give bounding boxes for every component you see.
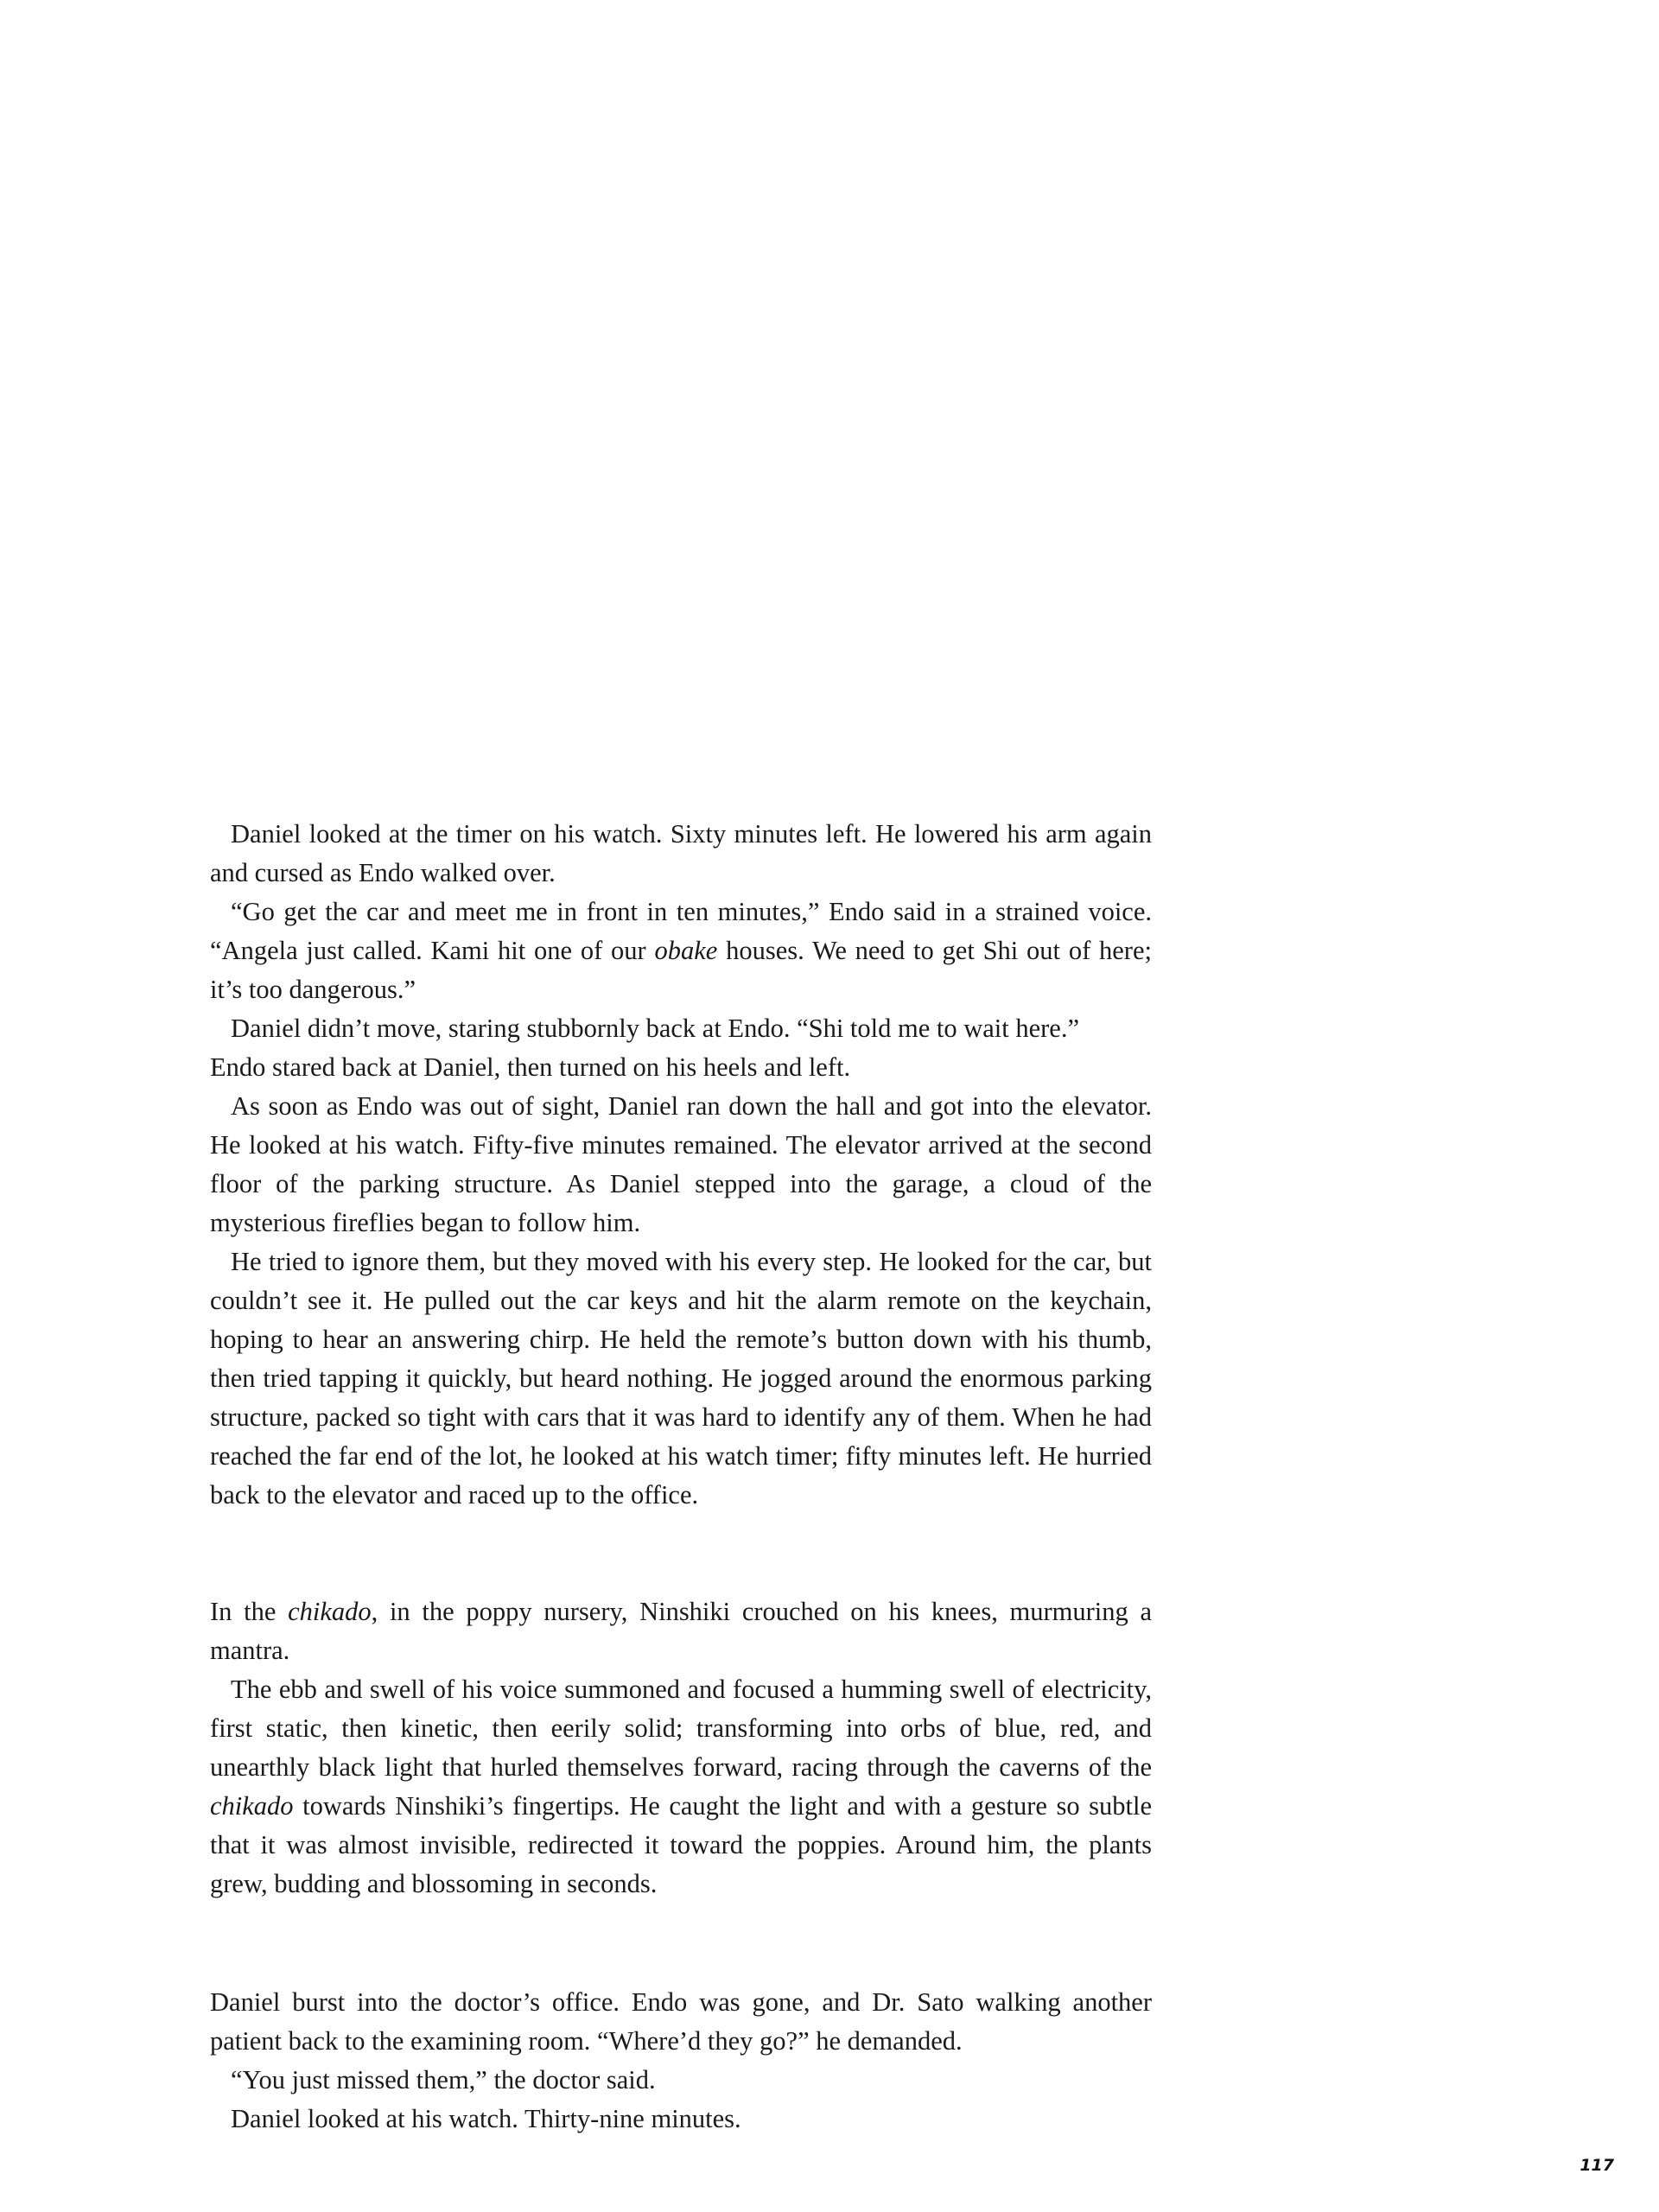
italic-term: obake [654,936,718,965]
paragraph-text: The ebb and swell of his voice summoned and focused a humming swell of electricity, first static, then kinetic, then eerily solid; transforming into orbs of blue, red, and unearthly black light that hurled themselves forward, racing through the caverns of the [210,1675,1152,1782]
section-three [210,1983,1152,2139]
section-one [210,815,1152,1515]
paragraph-text: towards Ninshiki’s fingertips. He caught the light and with a gesture so subtle that it was almost invisible, redirected it toward the poppies. Around him, the plants grew, budding and blossoming in seconds. [210,1791,1152,1898]
paragraph: Endo stared back at Daniel, then turned on his heels and left. [210,1052,851,1082]
paragraph: Daniel burst into the doctor’s office. Endo was gone, and Dr. Sato walking another patient back to the examining room. “Where’d they go?” he demanded. [210,1987,1152,2056]
paragraph: “You just missed them,” the doctor said. [231,2065,656,2094]
paragraph: Daniel looked at his watch. Thirty-nine minutes. [231,2104,741,2133]
paragraph: As soon as Endo was out of sight, Daniel ran down the hall and got into the elevator. He looked at his watch. Fifty-five minutes remained. The elevator arrived at the second floor of the parking structure. As Daniel stepped into the garage, a cloud of the mysterious fireflies began to follow him. [210,1091,1152,1237]
paragraph: Daniel didn’t move, staring stubbornly back at Endo. “Shi told me to wait here.” [231,1014,1080,1043]
paragraph-text: “Go get the car and meet me in front in ten minutes,” Endo said in a strained voice. “Angela just called. Kami hit one of our [210,897,1152,965]
paragraph: He tried to ignore them, but they moved with his every step. He looked for the car, but couldn’t see it. He pulled out the car keys and hit the alarm remote on the keychain, hoping to hear an answering chirp. He held the remote’s button down with his thumb, then tried tapping it quickly, but heard nothing. He jogged around the enormous parking structure, packed so tight with cars that it was hard to identify any of them. When he had reached the far end of the lot, he looked at his watch timer; fifty minutes left. He hurried back to the elevator and raced up to the office. [210,1247,1152,1510]
paragraph-text: houses. We need to get Shi out of here; it’s too dangerous.” [210,936,1152,1004]
italic-term: chikado [288,1597,372,1626]
page-number: 117 [1580,2156,1614,2175]
paragraph-text: In the [210,1597,289,1626]
paragraph: Daniel looked at the timer on his watch. Sixty minutes left. He lowered his arm again and cursed as Endo walked over. [210,819,1152,887]
paragraph [210,893,1152,1009]
paragraph [210,1592,1152,1670]
paragraph-text: , in the poppy nursery, Ninshiki crouched on his knees, murmuring a mantra. [210,1597,1152,1665]
paragraph [210,1670,1152,1904]
italic-term: chikado [210,1791,294,1821]
section-two [210,1592,1152,1904]
